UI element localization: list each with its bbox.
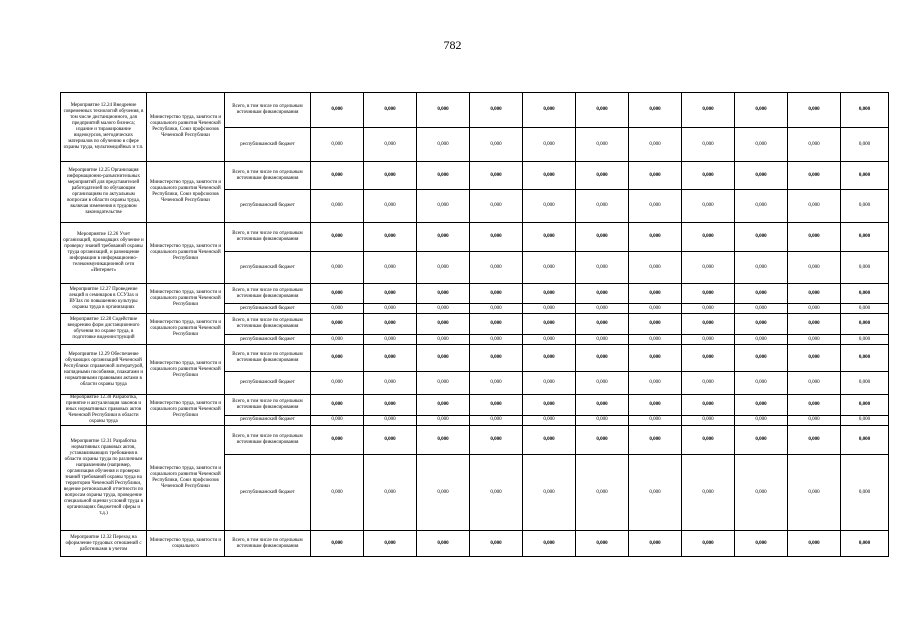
value-cell: 0,000 — [576, 455, 629, 531]
value-cell: 0,000 — [735, 128, 788, 162]
value-cell: 0,000 — [629, 335, 682, 345]
value-cell: 0,000 — [470, 345, 523, 372]
value-cell: 0,000 — [629, 128, 682, 162]
value-cell: 0,000 — [735, 372, 788, 395]
value-cell: 0,000 — [417, 93, 470, 128]
value-cell: 0,000 — [576, 531, 629, 557]
funding-source-cell: республиканский бюджет — [225, 252, 311, 284]
value-cell: 0,000 — [311, 93, 364, 128]
value-cell: 0,000 — [364, 190, 417, 223]
value-cell: 0,000 — [523, 128, 576, 162]
value-cell: 0,000 — [682, 415, 735, 425]
measure-name-cell: Мероприятие 12.25 Организация информационно-разъяснительных мероприятий для представителей работодателей по обучающим организациям по актуальным вопросам в области охраны труда, включая изменения в трудовом законодательстве — [61, 162, 147, 223]
value-cell: 0,000 — [629, 284, 682, 304]
value-cell: 0,000 — [523, 314, 576, 335]
value-cell: 0,000 — [364, 415, 417, 425]
value-cell: 0,000 — [470, 314, 523, 335]
value-cell: 0,000 — [576, 252, 629, 284]
value-cell: 0,000 — [470, 223, 523, 252]
value-cell: 0,000 — [682, 284, 735, 304]
value-cell: 0,000 — [470, 252, 523, 284]
funding-source-cell: республиканский бюджет — [225, 455, 311, 531]
funding-source-cell: Всего, в том числе по отдельным источникам финансирования — [225, 162, 311, 190]
executor-cell: Министерство труда, занятости и социального развития Чеченской Республики, Союз профсоюзов Чеченской Республики — [147, 162, 225, 223]
value-cell: 0,000 — [682, 93, 735, 128]
value-cell: 0,000 — [735, 455, 788, 531]
value-cell: 0,000 — [417, 190, 470, 223]
value-cell: 0,000 — [417, 426, 470, 455]
funding-source-cell: Всего, в том числе по отдельным источникам финансирования — [225, 223, 311, 252]
value-cell: 0,000 — [470, 128, 523, 162]
value-cell: 0,000 — [417, 252, 470, 284]
executor-cell: Министерство труда, занятости и социального развития Чеченской Республики, Союз профсоюзов Чеченской Республики — [147, 426, 225, 531]
value-cell: 0,000 — [682, 304, 735, 314]
value-cell: 0,000 — [788, 314, 841, 335]
measure-name-cell: Мероприятие 12.26 Учет организаций, проводящих обучение и проверку знаний требований охраны труда организаций, и размещение информации в информационно-телекоммуникационной сети «Интернет» — [61, 223, 147, 284]
value-cell: 0,000 — [417, 314, 470, 335]
measure-name-cell: Мероприятие 12.32 Переход на оформление трудовых отношений с работниками в учетом — [61, 531, 147, 557]
value-cell: 0,000 — [788, 128, 841, 162]
value-cell: 0,000 — [417, 531, 470, 557]
value-cell: 0,000 — [576, 372, 629, 395]
value-cell: 0,000 — [576, 415, 629, 425]
funding-source-cell: республиканский бюджет — [225, 128, 311, 162]
value-cell: 0,000 — [576, 223, 629, 252]
value-cell: 0,000 — [523, 162, 576, 190]
value-cell: 0,000 — [576, 314, 629, 335]
value-cell: 0,000 — [470, 162, 523, 190]
executor-cell: Министерство труда, занятости и социального — [147, 531, 225, 557]
value-cell: 0,000 — [629, 372, 682, 395]
page-number: 782 — [443, 38, 462, 52]
value-cell: 0,000 — [841, 345, 889, 372]
value-cell: 0,000 — [735, 531, 788, 557]
value-cell: 0,000 — [364, 345, 417, 372]
table-row — [61, 284, 889, 304]
value-cell: 0,000 — [523, 304, 576, 314]
measure-name-cell: Мероприятие 12.24 Внедрение современных технологий обучения, в том числе дистанционного, для предприятий малого бизнеса; издание и тиражирование видеокурсов, методических материалов по обучению в сфере охраны труда, мультимедийных и т.п. — [61, 93, 147, 162]
value-cell: 0,000 — [841, 304, 889, 314]
value-cell: 0,000 — [682, 426, 735, 455]
value-cell: 0,000 — [417, 162, 470, 190]
value-cell: 0,000 — [735, 345, 788, 372]
value-cell: 0,000 — [629, 345, 682, 372]
executor-cell: Министерство труда, занятости и социального развития Чеченской Республики — [147, 314, 225, 345]
budget-table — [60, 92, 889, 557]
table-row — [61, 426, 889, 455]
value-cell: 0,000 — [735, 223, 788, 252]
value-cell: 0,000 — [629, 223, 682, 252]
value-cell: 0,000 — [417, 455, 470, 531]
value-cell: 0,000 — [311, 223, 364, 252]
value-cell: 0,000 — [523, 531, 576, 557]
value-cell: 0,000 — [576, 345, 629, 372]
value-cell: 0,000 — [417, 128, 470, 162]
value-cell: 0,000 — [576, 304, 629, 314]
funding-source-cell: Всего, в том числе по отдельным источникам финансирования — [225, 93, 311, 128]
funding-source-cell: республиканский бюджет — [225, 190, 311, 223]
funding-source-cell: Всего, в том числе по отдельным источникам финансирования — [225, 314, 311, 335]
value-cell: 0,000 — [417, 415, 470, 425]
value-cell: 0,000 — [523, 284, 576, 304]
value-cell: 0,000 — [311, 372, 364, 395]
value-cell: 0,000 — [576, 162, 629, 190]
value-cell: 0,000 — [311, 284, 364, 304]
value-cell: 0,000 — [841, 128, 889, 162]
value-cell: 0,000 — [576, 128, 629, 162]
value-cell: 0,000 — [682, 128, 735, 162]
executor-cell: Министерство труда, занятости и социального развития Чеченской Республики — [147, 395, 225, 426]
value-cell: 0,000 — [311, 426, 364, 455]
value-cell: 0,000 — [364, 372, 417, 395]
value-cell: 0,000 — [576, 426, 629, 455]
value-cell: 0,000 — [735, 314, 788, 335]
value-cell: 0,000 — [841, 415, 889, 425]
value-cell: 0,000 — [841, 93, 889, 128]
value-cell: 0,000 — [682, 162, 735, 190]
value-cell: 0,000 — [364, 223, 417, 252]
value-cell: 0,000 — [735, 284, 788, 304]
executor-cell: Министерство труда, занятости и социального развития Чеченской Республики — [147, 345, 225, 395]
value-cell: 0,000 — [788, 190, 841, 223]
value-cell: 0,000 — [311, 455, 364, 531]
value-cell: 0,000 — [841, 284, 889, 304]
value-cell: 0,000 — [311, 252, 364, 284]
value-cell: 0,000 — [841, 223, 889, 252]
value-cell: 0,000 — [841, 426, 889, 455]
funding-source-cell: Всего, в том числе по отдельным источникам финансирования — [225, 284, 311, 304]
value-cell: 0,000 — [523, 426, 576, 455]
value-cell: 0,000 — [629, 455, 682, 531]
funding-source-cell: республиканский бюджет — [225, 372, 311, 395]
value-cell: 0,000 — [364, 314, 417, 335]
value-cell: 0,000 — [576, 335, 629, 345]
value-cell: 0,000 — [841, 455, 889, 531]
value-cell: 0,000 — [788, 455, 841, 531]
value-cell: 0,000 — [417, 284, 470, 304]
value-cell: 0,000 — [364, 426, 417, 455]
value-cell: 0,000 — [523, 395, 576, 416]
value-cell: 0,000 — [523, 252, 576, 284]
value-cell: 0,000 — [470, 284, 523, 304]
value-cell: 0,000 — [788, 304, 841, 314]
value-cell: 0,000 — [682, 455, 735, 531]
value-cell: 0,000 — [735, 190, 788, 223]
value-cell: 0,000 — [417, 304, 470, 314]
value-cell: 0,000 — [841, 162, 889, 190]
value-cell: 0,000 — [788, 162, 841, 190]
value-cell: 0,000 — [470, 531, 523, 557]
value-cell: 0,000 — [364, 395, 417, 416]
funding-source-cell: Всего, в том числе по отдельным источникам финансирования — [225, 345, 311, 372]
value-cell: 0,000 — [311, 314, 364, 335]
value-cell: 0,000 — [735, 335, 788, 345]
value-cell: 0,000 — [841, 395, 889, 416]
value-cell: 0,000 — [417, 372, 470, 395]
value-cell: 0,000 — [682, 252, 735, 284]
value-cell: 0,000 — [523, 415, 576, 425]
value-cell: 0,000 — [470, 415, 523, 425]
table-row — [61, 223, 889, 252]
value-cell: 0,000 — [841, 335, 889, 345]
value-cell: 0,000 — [788, 531, 841, 557]
value-cell: 0,000 — [523, 345, 576, 372]
value-cell: 0,000 — [417, 223, 470, 252]
table-row — [61, 93, 889, 128]
value-cell: 0,000 — [629, 252, 682, 284]
measure-name-cell: Мероприятие 12.30 Разработка, принятие и актуализация законов и иных нормативных правовых актов Чеченской Республики в области охраны труда — [61, 395, 147, 426]
value-cell: 0,000 — [470, 190, 523, 223]
value-cell: 0,000 — [682, 190, 735, 223]
value-cell: 0,000 — [841, 252, 889, 284]
value-cell: 0,000 — [576, 190, 629, 223]
value-cell: 0,000 — [788, 93, 841, 128]
funding-source-cell: Всего, в том числе по отдельным источникам финансирования — [225, 531, 311, 557]
value-cell: 0,000 — [788, 252, 841, 284]
value-cell: 0,000 — [629, 395, 682, 416]
value-cell: 0,000 — [735, 252, 788, 284]
value-cell: 0,000 — [788, 415, 841, 425]
value-cell: 0,000 — [629, 304, 682, 314]
value-cell: 0,000 — [470, 93, 523, 128]
value-cell: 0,000 — [788, 284, 841, 304]
value-cell: 0,000 — [311, 531, 364, 557]
value-cell: 0,000 — [470, 455, 523, 531]
value-cell: 0,000 — [735, 395, 788, 416]
value-cell: 0,000 — [788, 345, 841, 372]
funding-source-cell: Всего, в том числе по отдельным источникам финансирования — [225, 395, 311, 416]
measure-name-cell: Мероприятие 12.28 Содействие внедрению форм дистанционного обучения по охране труда, в подготовке видеоинструкций — [61, 314, 147, 345]
value-cell: 0,000 — [523, 335, 576, 345]
measure-name-cell: Мероприятие 12.27 Проведение лекций и семинаров в ССУЗах и ВУЗах по повышению культуры охраны труда в организациях — [61, 284, 147, 314]
value-cell: 0,000 — [629, 415, 682, 425]
funding-source-cell: республиканский бюджет — [225, 335, 311, 345]
value-cell: 0,000 — [629, 162, 682, 190]
value-cell: 0,000 — [470, 304, 523, 314]
value-cell: 0,000 — [311, 345, 364, 372]
table-row — [61, 531, 889, 557]
value-cell: 0,000 — [682, 314, 735, 335]
value-cell: 0,000 — [364, 284, 417, 304]
value-cell: 0,000 — [311, 190, 364, 223]
value-cell: 0,000 — [735, 415, 788, 425]
value-cell: 0,000 — [788, 426, 841, 455]
value-cell: 0,000 — [417, 345, 470, 372]
value-cell: 0,000 — [311, 395, 364, 416]
value-cell: 0,000 — [311, 335, 364, 345]
value-cell: 0,000 — [417, 335, 470, 345]
funding-source-cell: Всего, в том числе по отдельным источникам финансирования — [225, 426, 311, 455]
value-cell: 0,000 — [311, 128, 364, 162]
value-cell: 0,000 — [417, 395, 470, 416]
value-cell: 0,000 — [523, 455, 576, 531]
value-cell: 0,000 — [682, 345, 735, 372]
value-cell: 0,000 — [788, 395, 841, 416]
value-cell: 0,000 — [523, 223, 576, 252]
value-cell: 0,000 — [682, 223, 735, 252]
value-cell: 0,000 — [311, 415, 364, 425]
measure-name-cell: Мероприятие 12.29 Обеспечение обучающих организаций Чеченской Республики справочной литературой, наглядными пособиями, плакатами и нормативными правовыми актами в области охраны труда — [61, 345, 147, 395]
table-body — [61, 93, 889, 557]
value-cell: 0,000 — [841, 372, 889, 395]
table-row — [61, 314, 889, 335]
executor-cell: Министерство труда, занятости и социального развития Чеченской Республики, Союз профсоюзов Чеченской Республики — [147, 93, 225, 162]
value-cell: 0,000 — [841, 531, 889, 557]
value-cell: 0,000 — [735, 304, 788, 314]
value-cell: 0,000 — [629, 190, 682, 223]
value-cell: 0,000 — [311, 162, 364, 190]
value-cell: 0,000 — [364, 162, 417, 190]
funding-source-cell: республиканский бюджет — [225, 415, 311, 425]
measure-name-cell: Мероприятие 12.31 Разработка нормативных правовых актов, устанавливающих требования в области охраны труда по различным направлениям (например, организация обучения и проверки знаний требований охраны труда на территории Чеченской Республики, ведение региональной отчетности по вопросам охраны труда, проведение специальной оценки условий труда в организациях бюджетной сферы и т.д.) — [61, 426, 147, 531]
value-cell: 0,000 — [364, 304, 417, 314]
value-cell: 0,000 — [576, 395, 629, 416]
value-cell: 0,000 — [364, 128, 417, 162]
value-cell: 0,000 — [682, 395, 735, 416]
table-row — [61, 345, 889, 372]
value-cell: 0,000 — [735, 162, 788, 190]
value-cell: 0,000 — [735, 426, 788, 455]
value-cell: 0,000 — [629, 314, 682, 335]
value-cell: 0,000 — [364, 93, 417, 128]
value-cell: 0,000 — [629, 426, 682, 455]
value-cell: 0,000 — [576, 93, 629, 128]
value-cell: 0,000 — [364, 335, 417, 345]
value-cell: 0,000 — [841, 314, 889, 335]
value-cell: 0,000 — [576, 284, 629, 304]
value-cell: 0,000 — [629, 531, 682, 557]
table-row — [61, 162, 889, 190]
value-cell: 0,000 — [682, 372, 735, 395]
value-cell: 0,000 — [364, 531, 417, 557]
executor-cell: Министерство труда, занятости и социального развития Чеченской Республики — [147, 223, 225, 284]
value-cell: 0,000 — [788, 335, 841, 345]
value-cell: 0,000 — [364, 252, 417, 284]
value-cell: 0,000 — [682, 335, 735, 345]
value-cell: 0,000 — [311, 304, 364, 314]
value-cell: 0,000 — [788, 372, 841, 395]
value-cell: 0,000 — [735, 93, 788, 128]
value-cell: 0,000 — [364, 455, 417, 531]
value-cell: 0,000 — [470, 335, 523, 345]
funding-source-cell: республиканский бюджет — [225, 304, 311, 314]
value-cell: 0,000 — [470, 395, 523, 416]
value-cell: 0,000 — [470, 372, 523, 395]
value-cell: 0,000 — [629, 93, 682, 128]
value-cell: 0,000 — [523, 93, 576, 128]
value-cell: 0,000 — [682, 531, 735, 557]
value-cell: 0,000 — [470, 426, 523, 455]
value-cell: 0,000 — [841, 190, 889, 223]
value-cell: 0,000 — [788, 223, 841, 252]
executor-cell: Министерство труда, занятости и социального развития Чеченской Республики — [147, 284, 225, 314]
value-cell: 0,000 — [523, 372, 576, 395]
value-cell: 0,000 — [523, 190, 576, 223]
table-row — [61, 395, 889, 416]
